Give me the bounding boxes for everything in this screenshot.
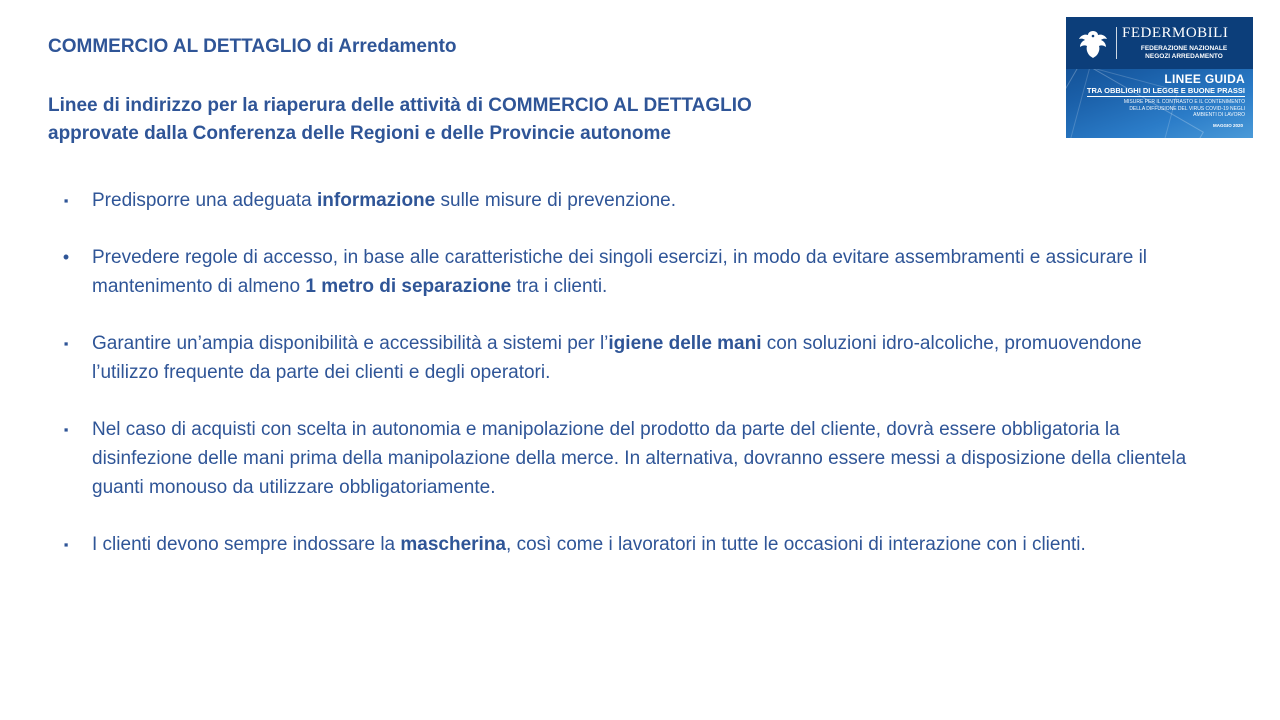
bullet-text: Predisporre una adeguata <box>92 190 317 211</box>
bullet-text: Prevedere regole di accesso, in base alle caratteristiche dei singoli esercizi, in modo da evitare assembramenti e assicurare il mantenimento di almeno <box>92 247 1148 297</box>
logo-guide-sub: TRA OBBLIGHI DI LEGGE E BUONE PRASSI <box>1086 86 1245 95</box>
bullet-marker: ▪ <box>63 193 69 208</box>
bullet-text-after: tra i clienti. <box>511 276 608 297</box>
bullet-text-after: sulle misure di prevenzione. <box>435 190 677 211</box>
bullet-bold: 1 metro di separazione <box>305 276 512 297</box>
bullet-text: I clienti devono sempre indossare la <box>92 534 401 555</box>
bullet-bold: igiene delle mani <box>608 333 762 354</box>
list-item <box>60 329 1210 387</box>
logo-guide-desc: MISURE PER IL CONTRASTO E IL CONTENIMENTO DELLA DIFFUSIONE DEL VIRUS COVID-19 NEGLI AMBIENTI DI LAVORO <box>1123 99 1245 118</box>
page-title: COMMERCIO AL DETTAGLIO di Arredamento <box>48 36 457 57</box>
list-item <box>60 243 1210 301</box>
logo-date: MAGGIO 2020 <box>1212 123 1243 128</box>
subtitle-line-2: approvate dalla Conferenza delle Regioni e delle Provincie autonome <box>48 123 671 144</box>
bullet-bold: informazione <box>317 190 436 211</box>
list-item <box>60 415 1210 502</box>
logo-brand-sub: FEDERAZIONE NAZIONALE NEGOZI ARREDAMENTO <box>1140 45 1228 60</box>
bullet-marker: ▪ <box>63 537 69 552</box>
list-item <box>60 186 1210 215</box>
page-subtitle <box>48 92 1008 148</box>
bullet-marker: ▪ <box>63 422 69 437</box>
bullet-text-after: con soluzioni idro-alcoliche, promuovendone l’utilizzo frequente da parte dei clienti e degli operatori. <box>92 333 1142 383</box>
subtitle-line-1: Linee di indirizzo per la riaperura delle attività di COMMERCIO AL DETTAGLIO <box>48 95 752 116</box>
federmobili-logo <box>1066 17 1253 138</box>
bullet-bold: mascherina <box>400 534 507 555</box>
bullet-list <box>60 186 1210 587</box>
eagle-icon <box>1076 27 1110 61</box>
logo-brand: FEDERMOBILI <box>1122 25 1229 41</box>
bullet-marker: ▪ <box>63 336 69 351</box>
logo-guide-title: LINEE GUIDA <box>1164 72 1245 86</box>
header <box>48 34 1008 148</box>
bullet-text: Garantire un’ampia disponibilità e accessibilità a sistemi per l’ <box>92 333 609 354</box>
list-item <box>60 530 1210 559</box>
bullet-marker: • <box>62 247 70 267</box>
bullet-text-after: , così come i lavoratori in tutte le occasioni di interazione con i clienti. <box>506 534 1086 555</box>
bullet-text: Nel caso di acquisti con scelta in autonomia e manipolazione del prodotto da parte del cliente, dovrà essere obbligatoria la disinfezione delle mani prima della manipolazione della merce. In alternativa, dovranno essere messi a disposizione della clientela guanti monouso da utilizzare obbligatoriamente. <box>92 419 1187 498</box>
